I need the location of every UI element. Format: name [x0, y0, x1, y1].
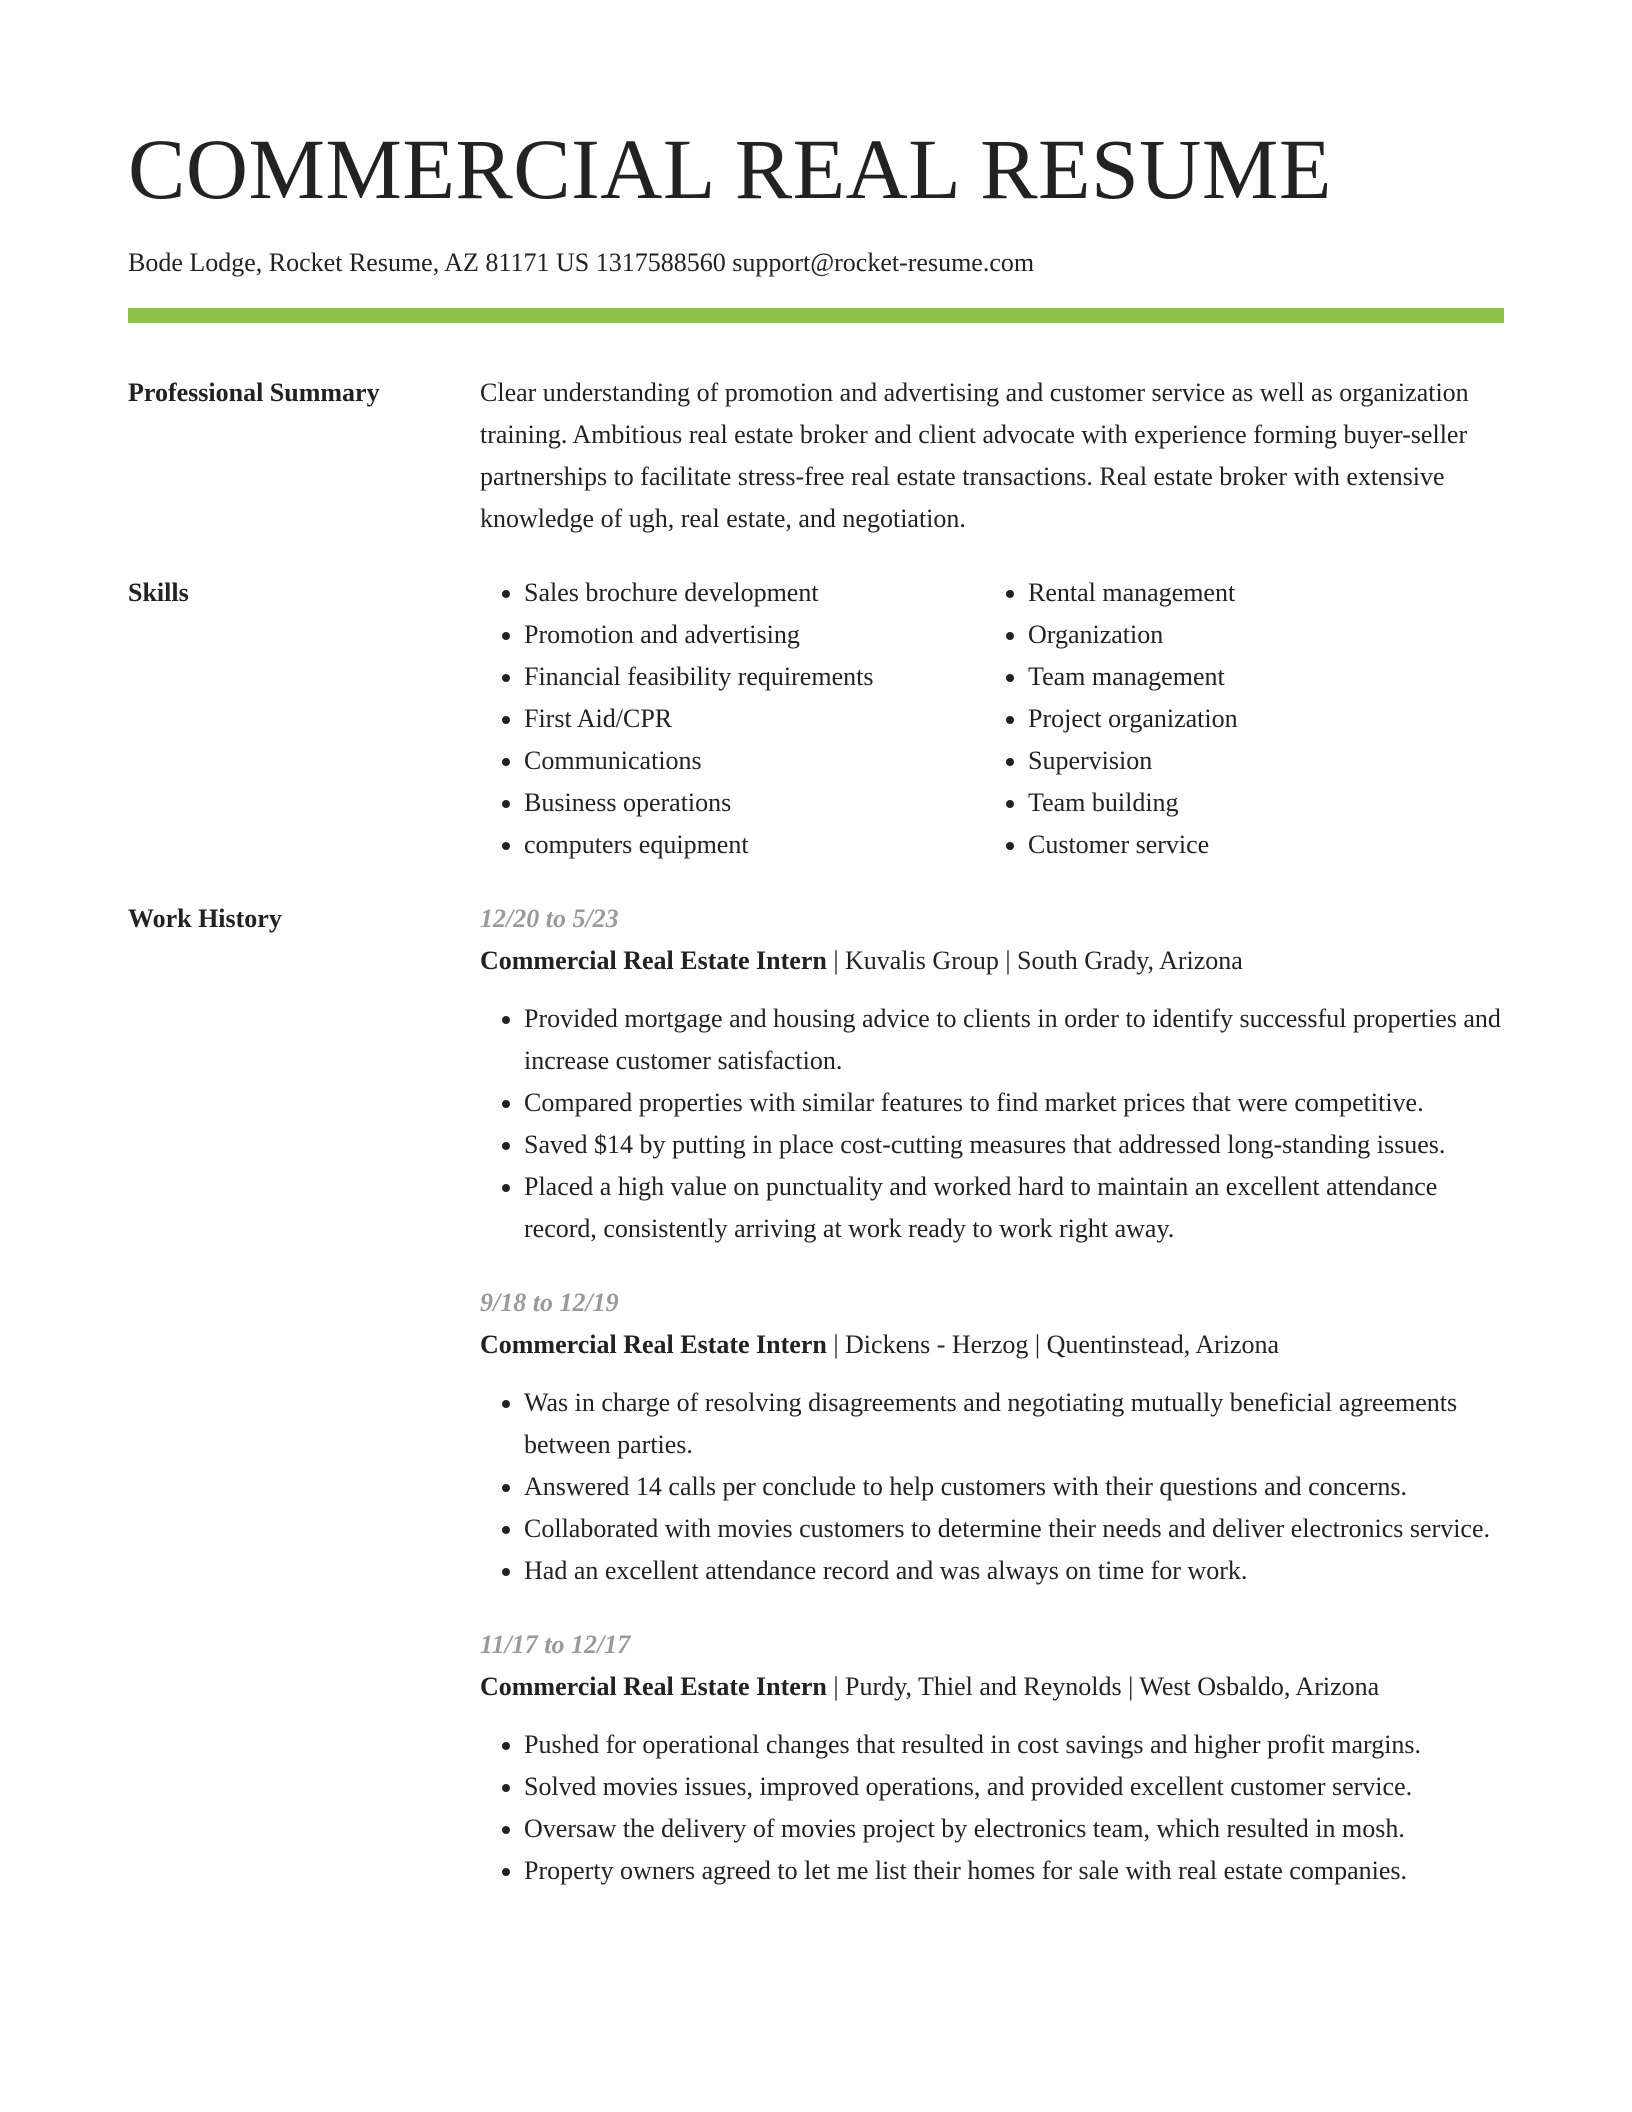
skill-item: • Supervision — [1028, 740, 1488, 782]
skill-item: • Customer service — [1028, 824, 1488, 866]
skill-item: • computers equipment — [524, 824, 984, 866]
job-bullet: • Compared properties with similar features to find market prices that were competitive. — [524, 1082, 1504, 1124]
job-bullet: • Property owners agreed to let me list their homes for sale with real estate companies. — [524, 1850, 1504, 1892]
job-dates: 12/20 to 5/23 — [480, 904, 619, 933]
skill-item: • Team building — [1028, 782, 1488, 824]
job-bullets — [480, 1382, 1504, 1592]
skills-column-left — [480, 572, 984, 866]
contact-line: Bode Lodge, Rocket Resume, AZ 81171 US 1317588560 support@rocket-resume.com — [128, 248, 1035, 277]
job-entry — [480, 898, 1504, 1250]
skill-item: • First Aid/CPR — [524, 698, 984, 740]
skill-item: • Sales brochure development — [524, 572, 984, 614]
job-heading — [480, 940, 1504, 982]
job-employer-location: | Dickens - Herzog | Quentinstead, Arizona — [826, 1330, 1280, 1359]
professional-summary-section — [128, 372, 1504, 540]
section-label-skills: Skills — [128, 578, 189, 607]
skills-body — [480, 572, 1504, 866]
job-bullets — [480, 998, 1504, 1250]
skill-item: • Promotion and advertising — [524, 614, 984, 656]
job-bullet: • Oversaw the delivery of movies project by electronics team, which resulted in mosh. — [524, 1808, 1504, 1850]
job-dates: 11/17 to 12/17 — [480, 1630, 631, 1659]
job-role: Commercial Real Estate Intern — [480, 1330, 827, 1359]
resume-title: COMMERCIAL REAL RESUME — [128, 121, 1332, 217]
skill-item: • Communications — [524, 740, 984, 782]
skill-item: • Financial feasibility requirements — [524, 656, 984, 698]
section-label-work: Work History — [128, 904, 282, 933]
job-bullet: • Solved movies issues, improved operations, and provided excellent customer service. — [524, 1766, 1504, 1808]
job-bullet: • Pushed for operational changes that resulted in cost savings and higher profit margins. — [524, 1724, 1504, 1766]
accent-divider — [128, 308, 1504, 323]
skill-item: • Business operations — [524, 782, 984, 824]
resume-document — [128, 0, 1504, 1924]
section-label-summary: Professional Summary — [128, 378, 380, 407]
job-employer-location: | Kuvalis Group | South Grady, Arizona — [826, 946, 1243, 975]
job-heading — [480, 1666, 1504, 1708]
job-bullet: • Provided mortgage and housing advice to clients in order to identify successful properties and increase customer satisfaction. — [524, 998, 1504, 1082]
job-dates: 9/18 to 12/19 — [480, 1288, 619, 1317]
job-bullets — [480, 1724, 1504, 1892]
job-bullet: • Saved $14 by putting in place cost-cutting measures that addressed long-standing issues. — [524, 1124, 1504, 1166]
summary-body — [480, 372, 1504, 540]
skill-item: • Project organization — [1028, 698, 1488, 740]
job-entry — [480, 1282, 1504, 1592]
job-role: Commercial Real Estate Intern — [480, 1672, 827, 1701]
job-bullet: • Was in charge of resolving disagreements and negotiating mutually beneficial agreements between parties. — [524, 1382, 1504, 1466]
job-bullet: • Placed a high value on punctuality and worked hard to maintain an excellent attendance record, consistently arriving at work ready to work right away. — [524, 1166, 1504, 1250]
job-employer-location: | Purdy, Thiel and Reynolds | West Osbaldo, Arizona — [826, 1672, 1380, 1701]
work-history-section — [128, 898, 1504, 1924]
skill-item: • Team management — [1028, 656, 1488, 698]
skill-item: • Organization — [1028, 614, 1488, 656]
job-heading — [480, 1324, 1504, 1366]
summary-text: Clear understanding of promotion and advertising and customer service as well as organization training. Ambitious real estate broker and client advocate with experience forming buyer-seller partnerships to facilitate stress-free real estate transactions. Real estate broker with extensive knowledge of ugh, real estate, and negotiation. — [480, 378, 1469, 533]
skill-item: • Rental management — [1028, 572, 1488, 614]
skills-column-right — [984, 572, 1488, 866]
job-bullet: • Answered 14 calls per conclude to help customers with their questions and concerns. — [524, 1466, 1504, 1508]
job-bullet: • Collaborated with movies customers to determine their needs and deliver electronics service. — [524, 1508, 1504, 1550]
job-bullet: • Had an excellent attendance record and was always on time for work. — [524, 1550, 1504, 1592]
skills-columns — [480, 572, 1504, 866]
work-history-body — [480, 898, 1504, 1924]
job-entry — [480, 1624, 1504, 1892]
job-role: Commercial Real Estate Intern — [480, 946, 827, 975]
skills-section — [128, 572, 1504, 866]
